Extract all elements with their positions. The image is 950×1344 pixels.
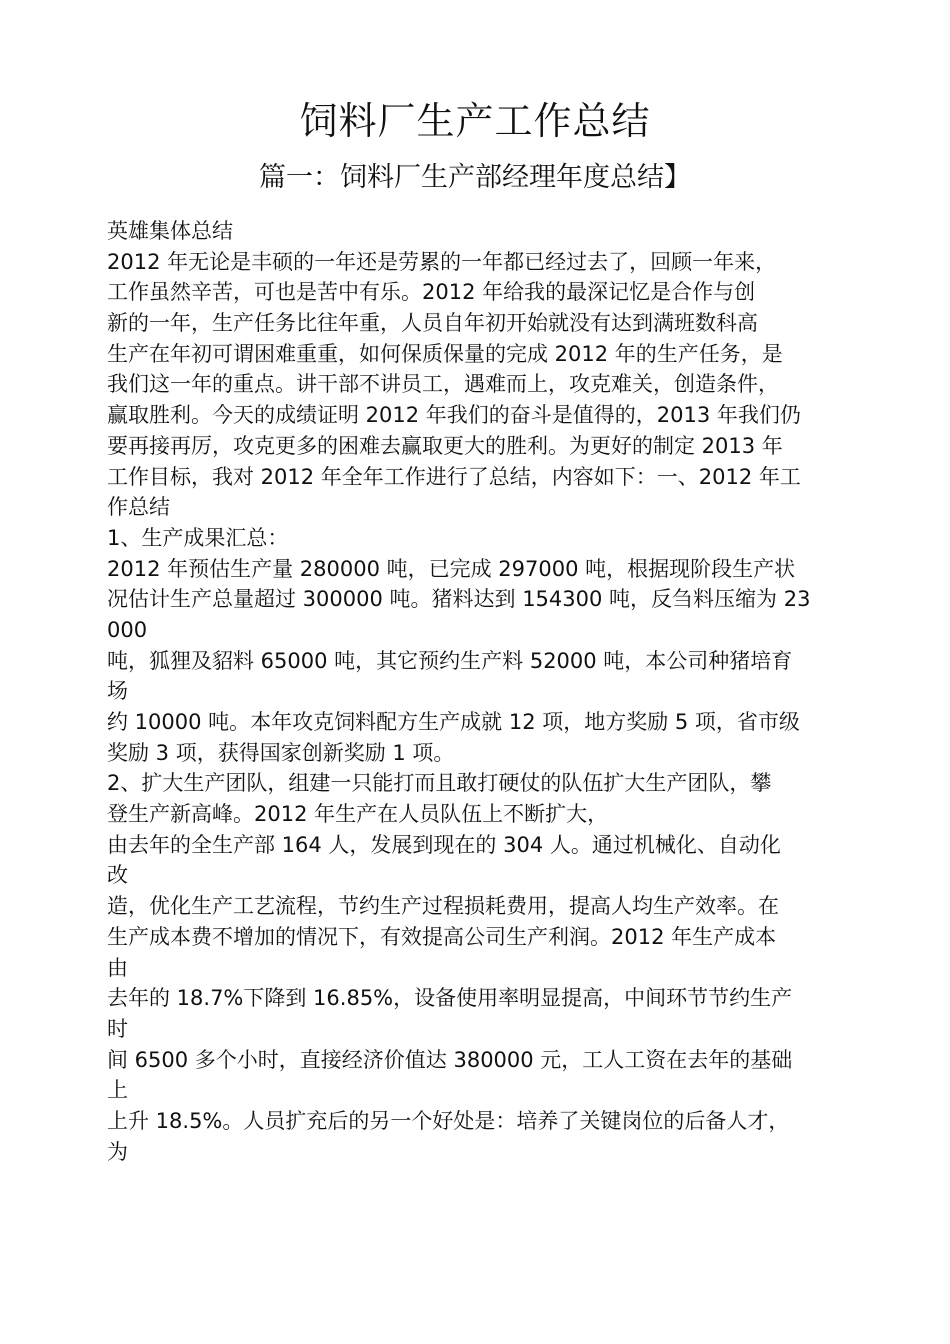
document-body [107, 216, 867, 1167]
text-line: 时 [107, 1016, 128, 1041]
text-line: 新的一年，生产任务比往年重，人员自年初开始就没有达到满班数科高 [107, 311, 758, 336]
text-line: 上 [107, 1078, 128, 1103]
text-line: 1、生产成果汇总： [107, 525, 289, 550]
text-line: 间 6500 多个小时，直接经济价值达 380000 元，工人工资在去年的基础 [107, 1047, 793, 1072]
text-line: 000 [107, 617, 148, 642]
text-line: 要再接再厉，攻克更多的困难去赢取更大的胜利。为更好的制定 2013 年 [107, 433, 783, 458]
text-line: 我们这一年的重点。讲干部不讲员工，遇难而上，攻克难关，创造条件， [107, 372, 779, 397]
text-line: 2、扩大生产团队，组建一只能打而且敢打硬仗的队伍扩大生产团队，攀 [107, 771, 772, 796]
text-line: 生产在年初可谓困难重重，如何保质保量的完成 2012 年的生产任务，是 [107, 341, 783, 366]
text-line: 去年的 18.7%下降到 16.85%，设备使用率明显提高，中间环节节约生产 [107, 986, 793, 1011]
text-line: 奖励 3 项，获得国家创新奖励 1 项。 [107, 740, 455, 765]
text-line: 改 [107, 863, 128, 888]
text-line: 上升 18.5%。人员扩充后的另一个好处是：培养了关键岗位的后备人才， [107, 1108, 790, 1133]
text-line: 工作虽然辛苦，可也是苦中有乐。2012 年给我的最深记忆是合作与创 [107, 280, 756, 305]
text-line: 英雄集体总结 [107, 219, 233, 243]
text-line: 2012 年无论是丰硕的一年还是劳累的一年都已经过去了，回顾一年来， [107, 249, 777, 274]
text-line: 赢取胜利。今天的成绩证明 2012 年我们的奋斗是值得的，2013 年我们仍 [107, 403, 801, 428]
document-subtitle: 篇一：饲料厂生产部经理年度总结】 [259, 162, 691, 193]
text-line: 工作目标，我对 2012 年全年工作进行了总结，内容如下：一、2012 年工 [107, 464, 801, 489]
text-line: 约 10000 吨。本年攻克饲料配方生产成就 12 项，地方奖励 5 项，省市级 [107, 710, 800, 734]
text-line: 由去年的全生产部 164 人，发展到现在的 304 人。通过机械化、自动化 [107, 832, 781, 857]
text-line: 由 [107, 955, 128, 980]
text-line: 作总结 [107, 495, 170, 520]
text-line: 2012 年预估生产量 280000 吨，已完成 297000 吨，根据现阶段生产状 [107, 556, 796, 581]
text-line: 况估计生产总量超过 300000 吨。猪料达到 154300 吨，反刍料压缩为 23 [107, 587, 811, 612]
text-line: 吨，狐狸及貂料 65000 吨，其它预约生产料 52000 吨，本公司种猪培育 [107, 648, 793, 673]
text-line: 场 [107, 679, 128, 704]
document-title: 饲料厂生产工作总结 [299, 99, 651, 143]
text-line: 生产成本费不增加的情况下，有效提高公司生产利润。2012 年生产成本 [107, 924, 777, 949]
text-line: 为 [107, 1139, 128, 1164]
text-line: 登生产新高峰。2012 年生产在人员队伍上不断扩大， [107, 802, 609, 827]
text-line: 造，优化生产工艺流程，节约生产过程损耗费用，提高人均生产效率。在 [107, 894, 779, 919]
